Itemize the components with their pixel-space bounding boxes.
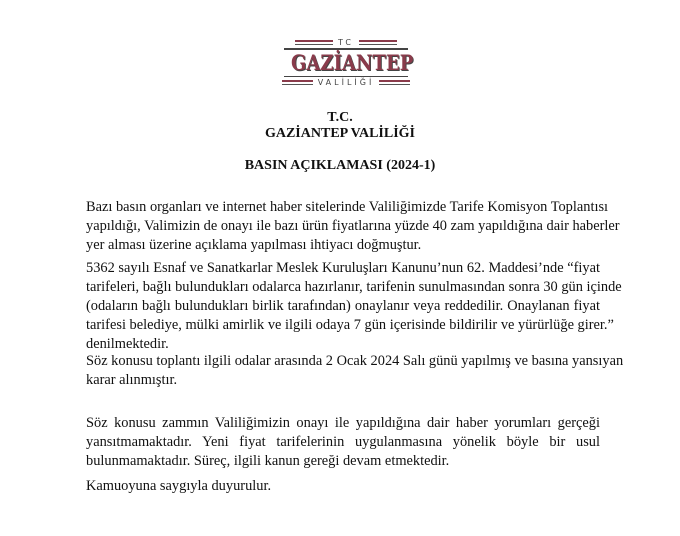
paragraph bbox=[86, 259, 622, 354]
paragraph bbox=[86, 352, 624, 390]
gaziantep-valiligi-logo bbox=[282, 38, 414, 100]
paragraph-line: yansıtmamaktadır. Yeni fiyat tarifelerinin uygulanmasına yönelik böyle bir usul bbox=[86, 434, 600, 450]
paragraph-line: Söz konusu toplantı ilgili odalar arasında 2 Ocak 2024 Salı günü yapılmış ve basına yansıyan bbox=[86, 353, 624, 369]
logo-bars-left bbox=[282, 80, 313, 85]
document-title: BASIN AÇIKLAMASI (2024-1) bbox=[244, 158, 436, 173]
paragraph-line: Bazı basın organları ve internet haber sitelerinde Valiliğimizde Tarife Komisyon Toplantısı bbox=[86, 199, 609, 215]
logo-main-text: GAZİANTEP bbox=[290, 49, 414, 75]
logo-bars-right bbox=[379, 80, 410, 85]
paragraph bbox=[86, 198, 620, 255]
paragraph-line: denilmektedir. bbox=[86, 336, 169, 352]
paragraph-line: Söz konusu zammın Valiliğimizin onayı ile yapıldığına dair haber yorumları gerçeği bbox=[86, 415, 600, 431]
header-tc: T.C. bbox=[327, 110, 353, 125]
paragraph-line: bulunmamaktadır. Süreç, ilgili kanun gereği devam etmektedir. bbox=[86, 453, 450, 469]
paragraph bbox=[86, 477, 600, 496]
logo-tc-text: TC bbox=[337, 38, 354, 47]
header-institution: GAZİANTEP VALİLİĞİ bbox=[264, 126, 416, 141]
paragraph-line: (odaların bağlı bulundukları birlik tarafından) onaylanır veya reddedilir. Onaylanan fiyat bbox=[86, 298, 600, 314]
logo-valiligi-text: VALİLİĞİ bbox=[317, 78, 375, 87]
paragraph-line: Kamuoyuna saygıyla duyurulur. bbox=[86, 478, 272, 494]
logo-rule-bottom bbox=[284, 76, 408, 78]
logo-bars-right bbox=[359, 40, 397, 45]
paragraph bbox=[86, 414, 600, 471]
paragraph-line: 5362 sayılı Esnaf ve Sanatkarlar Meslek Kuruluşları Kanunu’nun 62. Maddesi’nde “fiyat bbox=[86, 260, 600, 276]
paragraph-line: yapıldığı, Valimizin de onayı ile bazı ürün fiyatlarına yüzde 40 zam yapıldığına dair haberler bbox=[86, 218, 620, 234]
logo-bars-left bbox=[295, 40, 333, 45]
logo-bottom-row bbox=[282, 78, 410, 87]
logo-top-row bbox=[282, 38, 410, 47]
paragraph-line: yer alması üzerine açıklama yapılması ihtiyacı doğmuştur. bbox=[86, 237, 422, 253]
paragraph-line: tarifeleri, bağlı bulundukları odalarca hazırlanır, tarifenin sunulmasından sonra 30 gün içinde bbox=[86, 279, 622, 295]
paragraph-line: tarifesi belediye, mülki amirlik ve ilgili odaya 7 gün içerisinde bildirilir ve yürürlüğe girer.” bbox=[86, 317, 614, 333]
paragraph-line: karar alınmıştır. bbox=[86, 372, 178, 388]
